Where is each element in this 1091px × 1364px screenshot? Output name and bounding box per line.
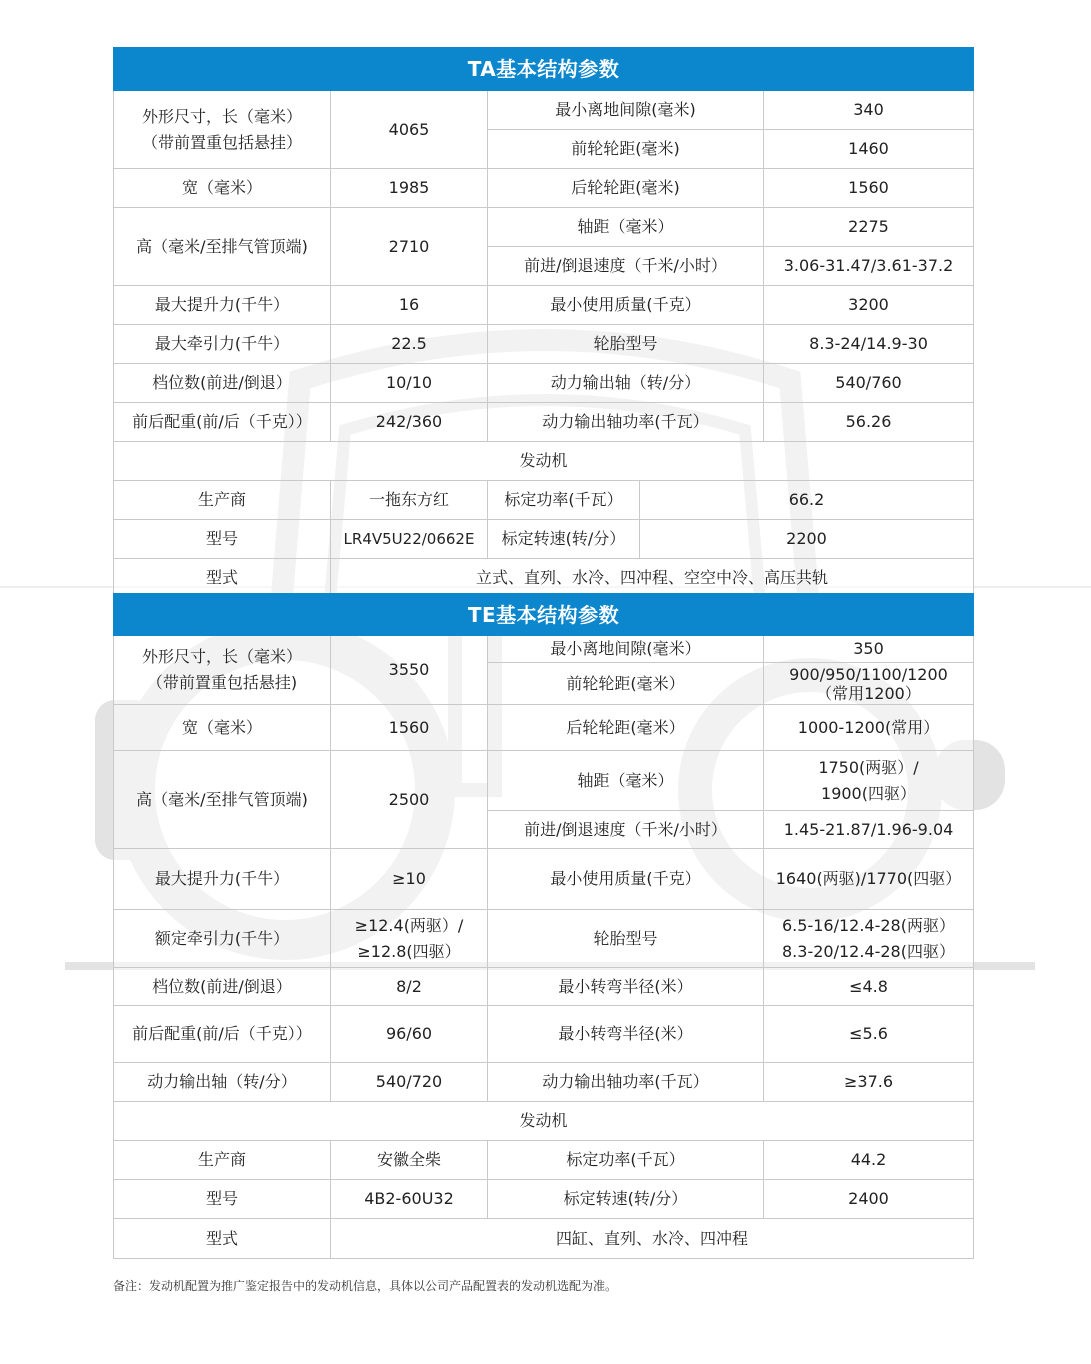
ta-rear-track-label: 后轮轮距(毫米) [488, 169, 764, 208]
te-width-value: 1560 [331, 705, 488, 751]
ta-engine-header: 发动机 [114, 442, 974, 481]
te-wheelbase-value: 1750(两驱）/ 1900(四驱） [764, 751, 974, 811]
ta-ballast-value: 242/360 [331, 403, 488, 442]
te-height-value: 2500 [331, 751, 488, 849]
ta-pto-power-value: 56.26 [764, 403, 974, 442]
ta-type-label: 型式 [114, 559, 331, 597]
ta-width-value: 1985 [331, 169, 488, 208]
te-rear-track-value: 1000-1200(常用） [764, 705, 974, 751]
te-mass-value: 1640(两驱)/1770(四驱） [764, 849, 974, 910]
te-spec-table [113, 593, 973, 1259]
te-rated-speed-value: 2400 [764, 1180, 974, 1219]
te-gears-value: 8/2 [331, 968, 488, 1006]
ta-traction-value: 22.5 [331, 325, 488, 364]
te-model-label: 型号 [114, 1180, 331, 1219]
te-pto-label: 动力输出轴（转/分） [114, 1063, 331, 1102]
te-pto-power-value: ≥37.6 [764, 1063, 974, 1102]
te-maker-value: 安徽全柴 [331, 1141, 488, 1180]
ta-ballast-label: 前后配重(前/后（千克）） [114, 403, 331, 442]
te-rated-power-value: 44.2 [764, 1141, 974, 1180]
te-engine-header: 发动机 [114, 1102, 974, 1141]
te-turn-radius-value-2: ≤5.6 [764, 1006, 974, 1063]
te-speed-label: 前进/倒退速度（千米/小时） [488, 811, 764, 849]
te-tire-value: 6.5-16/12.4-28(两驱） 8.3-20/12.4-28(四驱） [764, 910, 974, 968]
te-rated-power-label: 标定功率(千瓦） [488, 1141, 764, 1180]
te-turn-radius-label-1: 最小转弯半径(米） [488, 968, 764, 1006]
ta-tire-value: 8.3-24/14.9-30 [764, 325, 974, 364]
te-tire-label: 轮胎型号 [488, 910, 764, 968]
te-traction-value: ≥12.4(两驱）/ ≥12.8(四驱） [331, 910, 488, 968]
te-ballast-value: 96/60 [331, 1006, 488, 1063]
te-type-value: 四缸、直列、水冷、四冲程 [331, 1219, 974, 1259]
ta-height-label: 高（毫米/至排气管顶端) [114, 208, 331, 286]
te-dimensions-label: 外形尺寸，长（毫米） （带前置重包括悬挂) [114, 636, 331, 705]
ta-type-value: 立式、直列、水冷、四冲程、空空中冷、高压共轨 [331, 559, 974, 597]
te-lift-value: ≥10 [331, 849, 488, 910]
ta-rear-track-value: 1560 [764, 169, 974, 208]
te-gears-label: 档位数(前进/倒退） [114, 968, 331, 1006]
te-ballast-label: 前后配重(前/后（千克）） [114, 1006, 331, 1063]
ta-speed-value: 3.06-31.47/3.61-37.2 [764, 247, 974, 286]
te-wheelbase-label: 轴距（毫米） [488, 751, 764, 811]
ta-maker-value: 一拖东方红 [331, 481, 488, 520]
ta-traction-label: 最大牵引力(千牛） [114, 325, 331, 364]
te-table-title: TE基本结构参数 [114, 594, 974, 636]
te-model-value: 4B2-60U32 [331, 1180, 488, 1219]
ta-rated-power-value: 66.2 [640, 481, 974, 520]
ta-height-value: 2710 [331, 208, 488, 286]
te-front-track-value: 900/950/1100/1200 （常用1200） [764, 663, 974, 705]
te-width-label: 宽（毫米） [114, 705, 331, 751]
ta-mass-value: 3200 [764, 286, 974, 325]
ta-model-value: LR4V5U22/0662E [331, 520, 488, 559]
ta-gears-value: 10/10 [331, 364, 488, 403]
ta-pto-label: 动力输出轴（转/分） [488, 364, 764, 403]
ta-wheelbase-label: 轴距（毫米） [488, 208, 764, 247]
ta-lift-value: 16 [331, 286, 488, 325]
ta-mass-label: 最小使用质量(千克） [488, 286, 764, 325]
te-front-track-label: 前轮轮距(毫米） [488, 663, 764, 705]
ta-tire-label: 轮胎型号 [488, 325, 764, 364]
te-pto-value: 540/720 [331, 1063, 488, 1102]
te-lift-label: 最大提升力(千牛） [114, 849, 331, 910]
ta-width-label: 宽（毫米） [114, 169, 331, 208]
te-maker-label: 生产商 [114, 1141, 331, 1180]
ta-rated-speed-value: 2200 [640, 520, 974, 559]
ta-pto-value: 540/760 [764, 364, 974, 403]
ta-spec-table [113, 47, 973, 597]
ta-model-label: 型号 [114, 520, 331, 559]
te-turn-radius-value-1: ≤4.8 [764, 968, 974, 1006]
ta-lift-label: 最大提升力(千牛） [114, 286, 331, 325]
ta-table-title: TA基本结构参数 [114, 48, 974, 91]
te-height-label: 高（毫米/至排气管顶端) [114, 751, 331, 849]
te-rear-track-label: 后轮轮距(毫米） [488, 705, 764, 751]
ta-front-track-label: 前轮轮距(毫米) [488, 130, 764, 169]
ta-gears-label: 档位数(前进/倒退） [114, 364, 331, 403]
te-ground-clearance-value: 350 [764, 636, 974, 663]
te-pto-power-label: 动力输出轴功率(千瓦） [488, 1063, 764, 1102]
te-type-label: 型式 [114, 1219, 331, 1259]
te-mass-label: 最小使用质量(千克） [488, 849, 764, 910]
ta-pto-power-label: 动力输出轴功率(千瓦） [488, 403, 764, 442]
ta-speed-label: 前进/倒退速度（千米/小时） [488, 247, 764, 286]
ta-front-track-value: 1460 [764, 130, 974, 169]
te-ground-clearance-label: 最小离地间隙(毫米） [488, 636, 764, 663]
te-dimensions-value: 3550 [331, 636, 488, 705]
te-speed-value: 1.45-21.87/1.96-9.04 [764, 811, 974, 849]
ta-ground-clearance-value: 340 [764, 91, 974, 130]
footnote: 备注：发动机配置为推广鉴定报告中的发动机信息，具体以公司产品配置表的发动机选配为准。 [113, 1279, 618, 1293]
te-rated-speed-label: 标定转速(转/分） [488, 1180, 764, 1219]
ta-dimensions-label: 外形尺寸，长（毫米） （带前置重包括悬挂） [114, 91, 331, 169]
ta-rated-speed-label: 标定转速(转/分） [488, 520, 640, 559]
te-traction-label: 额定牵引力(千牛） [114, 910, 331, 968]
te-turn-radius-label-2: 最小转弯半径(米） [488, 1006, 764, 1063]
ta-maker-label: 生产商 [114, 481, 331, 520]
ta-ground-clearance-label: 最小离地间隙(毫米) [488, 91, 764, 130]
ta-wheelbase-value: 2275 [764, 208, 974, 247]
ta-rated-power-label: 标定功率(千瓦） [488, 481, 640, 520]
ta-dimensions-value: 4065 [331, 91, 488, 169]
